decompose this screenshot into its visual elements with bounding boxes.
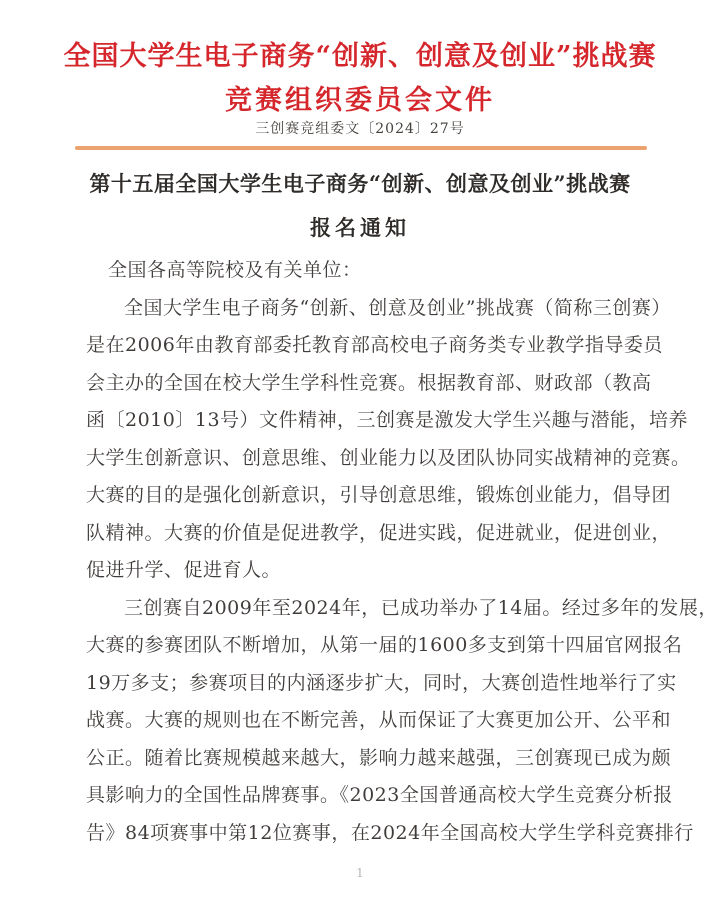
body-line: 促进升学、促进育人。 [86,559,282,581]
notice-title-line1: 第十五届全国大学生电子商务“创新、创意及创业”挑战赛 [89,171,631,196]
body-line: 是在2006年由教育部委托教育部高校电子商务类专业教学指导委员 [86,334,663,356]
body-line: 队精神。大赛的价值是促进教学，促进实践，促进就业，促进创业， [86,521,672,544]
body-line: 公正。随着比赛规模越来越大，影响力越来越强，三创赛现已成为颇 [86,746,672,769]
body-line: 告》84项赛事中第12位赛事，在2024年全国高校大学生学科竞赛排行 [86,821,694,844]
notice-title-line2: 报名通知 [310,215,410,240]
body-line: 函〔2010〕13号）文件精神，三创赛是激发大学生兴趣与潜能，培养 [86,409,689,431]
body-line: 三创赛自2009年至2024年，已成功举办了14届。经过多年的发展， [124,596,718,619]
page-number: 1 [356,866,364,880]
letterhead-divider-rule [75,146,647,150]
body-line: 会主办的全国在校大学生学科性竞赛。根据教育部、财政部（教高 [86,371,652,394]
letterhead-line1: 全国大学生电子商务“创新、创意及创业”挑战赛 [63,41,657,72]
document-body [86,252,718,852]
body-line: 大赛的目的是强化创新意识，引导创意思维，锻炼创业能力，倡导团 [86,484,672,506]
body-line: 全国大学生电子商务“创新、创意及创业”挑战赛（简称三创赛） [124,296,671,319]
body-line: 战赛。大赛的规则也在不断完善，从而保证了大赛更加公开、公平和 [86,709,672,731]
salutation: 全国各高等院校及有关单位： [108,259,362,281]
body-line: 19万多支；参赛项目的内涵逐步扩大，同时，大赛创造性地举行了实 [86,671,677,694]
body-line: 大学生创新意识、创意思维、创业能力以及团队协同实战精神的竞赛。 [86,446,691,469]
document-reference-number: 三创赛竞组委文〔2024〕27号 [255,121,465,137]
letterhead-line2: 竞赛组织委员会文件 [225,85,495,116]
body-line: 具影响力的全国性品牌赛事。《2023全国普通高校大学生竞赛分析报 [86,784,673,806]
body-line: 大赛的参赛团队不断增加，从第一届的1600多支到第十四届官网报名 [86,634,683,656]
body-paragraphs [86,290,718,853]
